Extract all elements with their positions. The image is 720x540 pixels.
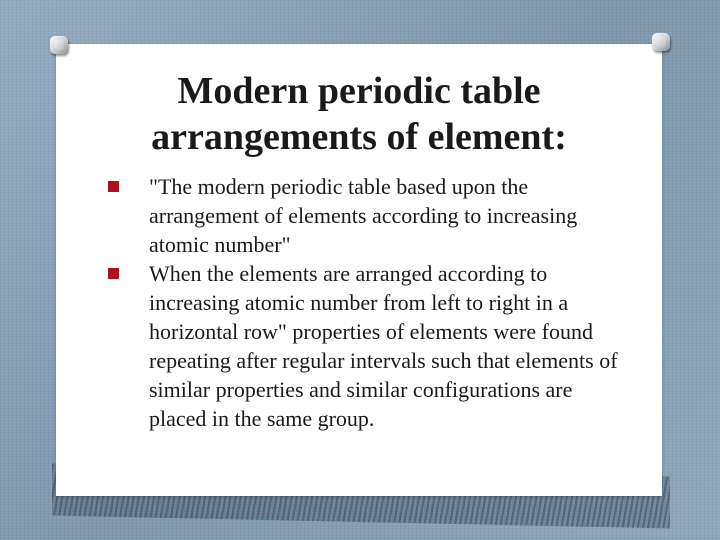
pushpin-icon (652, 33, 670, 51)
bullet-text-2: When the elements are arranged according to increasing atomic number from left to right in a horizontal row" properties of elements were found repeating after regular intervals such that elements of similar properties and similar configurations are placed in the same group. (149, 261, 618, 431)
bullet-item-2 (108, 259, 628, 433)
title-line-2: arrangements of element: (151, 116, 567, 158)
square-bullet-icon (108, 181, 119, 192)
bullet-text-1: "The modern periodic table based upon the arrangement of elements according to increasing atomic number" (149, 174, 578, 257)
pushpin-icon (50, 36, 68, 54)
bullet-list (108, 172, 628, 433)
slide-title (56, 68, 662, 160)
bullet-item-1 (108, 172, 628, 259)
square-bullet-icon (108, 268, 119, 279)
title-line-1: Modern periodic table (177, 70, 541, 112)
